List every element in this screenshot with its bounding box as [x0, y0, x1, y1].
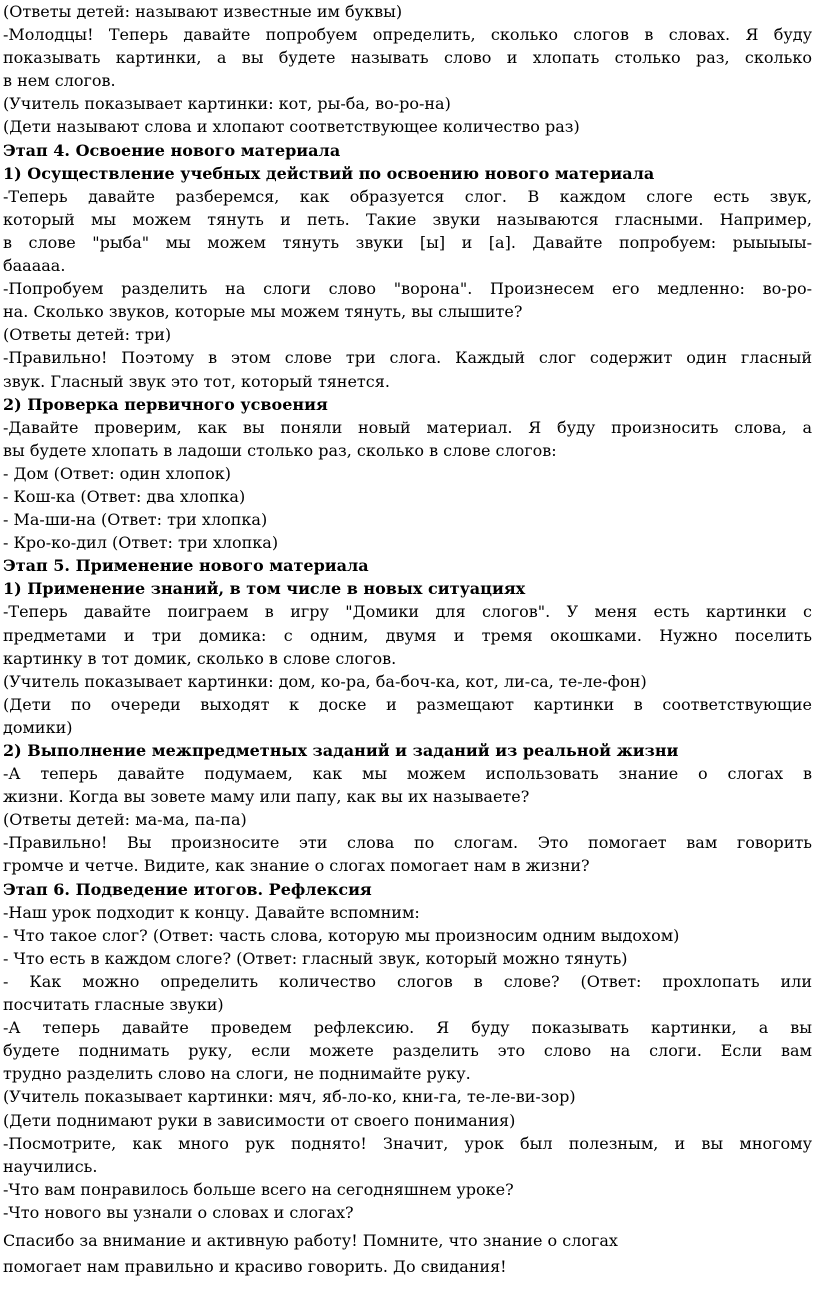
closing-line: помогает нам правильно и красиво говорить. До свидания! [3, 1256, 507, 1276]
text-line: -Давайте проверим, как вы поняли новый материал. Я буду произносить слова, а [3, 417, 812, 437]
text-line: картинку в тот домик, сколько в слове слогов. [3, 648, 397, 668]
text-line: будете поднимать руку, если можете разделить это слово на слоги. Если вам [3, 1041, 812, 1061]
text-line: -Молодцы! Теперь давайте попробуем определить, сколько слогов в словах. Я буду [3, 25, 812, 45]
text-line: - Кош-ка (Ответ: два хлопка) [3, 486, 246, 506]
document-body [3, 0, 812, 1224]
text-line: домики) [3, 717, 73, 737]
closing-remarks [3, 1228, 812, 1280]
text-line: показывать картинки, а вы будете называть слово и хлопать столько раз, сколько [3, 48, 812, 68]
text-line: звук. Гласный звук это тот, который тянется. [3, 371, 390, 391]
text-line: трудно разделить слово на слоги, не поднимайте руку. [3, 1064, 471, 1084]
text-line: жизни. Когда вы зовете маму или папу, как вы их называете? [3, 787, 530, 807]
text-line: - Ма-ши-на (Ответ: три хлопка) [3, 510, 268, 530]
closing-line: Спасибо за внимание и активную работу! Помните, что знание о слогах [3, 1230, 618, 1250]
text-line: (Учитель показывает картинки: дом, ко-ра, ба-боч-ка, кот, ли-са, те-ле-фон) [3, 671, 647, 691]
text-line: - Что есть в каждом слоге? (Ответ: гласный звук, который можно тянуть) [3, 948, 628, 968]
text-line: вы будете хлопать в ладоши столько раз, сколько в слове слогов: [3, 440, 557, 460]
section-heading: 1) Осуществление учебных действий по освоению нового материала [3, 163, 655, 183]
text-line: -Что нового вы узнали о словах и слогах? [3, 1202, 354, 1222]
text-line: в нем слогов. [3, 71, 116, 91]
text-line: (Дети по очереди выходят к доске и размещают картинки в соответствующие [3, 694, 812, 714]
text-line: -Наш урок подходит к концу. Давайте вспомним: [3, 902, 420, 922]
text-line: (Дети поднимают руки в зависимости от своего понимания) [3, 1110, 516, 1130]
text-line: (Ответы детей: ма-ма, па-па) [3, 810, 247, 830]
text-line: на. Сколько звуков, которые мы можем тянуть, вы слышите? [3, 302, 523, 322]
text-line: -Что вам понравилось больше всего на сегодняшнем уроке? [3, 1179, 514, 1199]
section-heading: Этап 4. Освоение нового материала [3, 140, 341, 160]
text-line: - Что такое слог? (Ответ: часть слова, которую мы произносим одним выдохом) [3, 925, 680, 945]
text-line: (Дети называют слова и хлопают соответствующее количество раз) [3, 117, 580, 137]
text-line: предметами и три домика: с одним, двумя и тремя окошками. Нужно поселить [3, 625, 812, 645]
text-line: -Теперь давайте разберемся, как образуется слог. В каждом слоге есть звук, [3, 186, 812, 206]
text-line: в слове "рыба" мы можем тянуть звуки [ы] и [а]. Давайте попробуем: рыыыыы- [3, 232, 812, 252]
text-line: который мы можем тянуть и петь. Такие звуки называются гласными. Например, [3, 209, 812, 229]
section-heading: 2) Выполнение межпредметных заданий и заданий из реальной жизни [3, 741, 679, 760]
text-line: - Кро-ко-дил (Ответ: три хлопка) [3, 533, 279, 553]
text-line: громче и четче. Видите, как знание о слогах помогает нам в жизни? [3, 856, 590, 876]
section-heading: 2) Проверка первичного усвоения [3, 394, 328, 414]
text-line: (Учитель показывает картинки: кот, ры-ба, во-ро-на) [3, 94, 451, 114]
text-line: -Теперь давайте поиграем в игру "Домики для слогов". У меня есть картинки с [3, 602, 812, 622]
text-line: (Учитель показывает картинки: мяч, яб-ло-ко, кни-га, те-ле-ви-зор) [3, 1087, 576, 1107]
text-line: -Попробуем разделить на слоги слово "ворона". Произнесем его медленно: во-ро- [3, 279, 812, 299]
section-heading: 1) Применение знаний, в том числе в новых ситуациях [3, 579, 526, 599]
text-line: бааааа. [3, 256, 66, 276]
text-line: -Правильно! Поэтому в этом слове три слога. Каждый слог содержит один гласный [3, 348, 812, 368]
text-line: -А теперь давайте проведем рефлексию. Я буду показывать картинки, а вы [3, 1018, 812, 1038]
text-line: (Ответы детей: называют известные им буквы) [3, 2, 403, 21]
text-line: -Посмотрите, как много рук поднято! Значит, урок был полезным, и вы многому [3, 1133, 812, 1153]
section-heading: Этап 6. Подведение итогов. Рефлексия [3, 879, 372, 899]
section-heading: Этап 5. Применение нового материала [3, 556, 369, 576]
text-line: -Правильно! Вы произносите эти слова по слогам. Это помогает вам говорить [3, 833, 812, 853]
text-line: посчитать гласные звуки) [3, 995, 224, 1015]
text-line: (Ответы детей: три) [3, 325, 172, 345]
text-line: -А теперь давайте подумаем, как мы можем использовать знание о слогах в [3, 764, 812, 784]
text-line: - Дом (Ответ: один хлопок) [3, 463, 231, 483]
text-line: научились. [3, 1156, 98, 1176]
text-line: - Как можно определить количество слогов в слове? (Ответ: прохлопать или [3, 971, 812, 991]
